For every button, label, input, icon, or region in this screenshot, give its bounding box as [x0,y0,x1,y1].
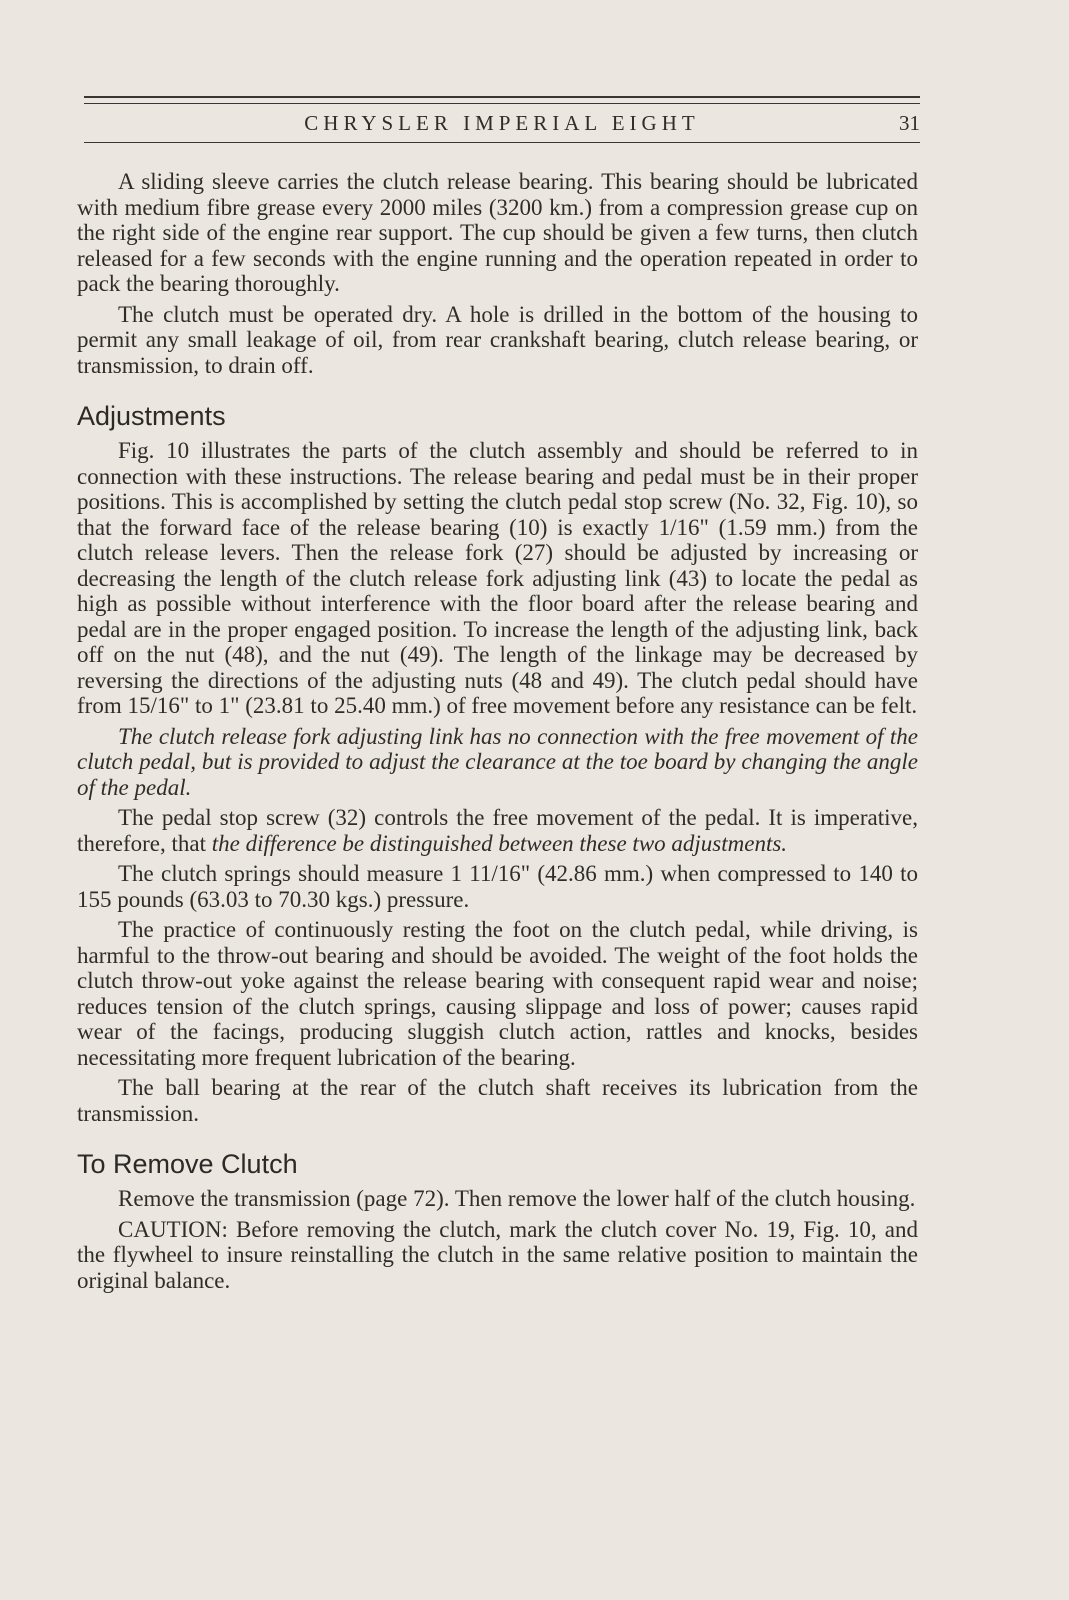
pedal-stop-text: The pedal stop screw (32) controls the free movement of the pedal. It is imperative, therefore, that [77,805,918,856]
header-rule-top [84,96,920,98]
page-number: 31 [899,111,920,135]
paragraph-ball-bearing: The ball bearing at the rear of the clutch shaft receives its lubrication from the transmission. [77,1075,918,1126]
paragraph-adjustment-procedure: Fig. 10 illustrates the parts of the clutch assembly and should be referred to in connection with these instructions. The release bearing and pedal must be in their proper positions. This is accomplished by setting the clutch pedal stop screw (No. 32, Fig. 10), so that the forward face of the release bearing (10) is exactly 1/16" (1.59 mm.) from the clutch release levers. Then the release fork (27) should be adjusted by increasing or decreasing the length of the clutch release fork adjusting link (43) to locate the pedal as high as possible without interference with the floor board after the release bearing and pedal are in the proper engaged position. To increase the length of the adjusting link, back off on the nut (48), and the nut (49). The length of the linkage may be decreased by reversing the directions of the adjusting nuts (48 and 49). The clutch pedal should have from 15/16" to 1" (23.81 to 25.40 mm.) of free movement before any resistance can be felt. [77,438,918,718]
paragraph-pedal-stop-screw [77,805,918,856]
heading-remove-clutch: To Remove Clutch [77,1149,298,1179]
running-title: CHRYSLER IMPERIAL EIGHT [304,111,700,135]
heading-adjustments: Adjustments [77,401,226,431]
paragraph-remove-transmission: Remove the transmission (page 72). Then remove the lower half of the clutch housing. [118,1186,916,1211]
paragraph-caution: CAUTION: Before removing the clutch, mark the clutch cover No. 19, Fig. 10, and the flywheel to insure reinstalling the clutch in the same relative position to maintain the original balance. [77,1216,918,1293]
header-rule-bottom [84,142,920,143]
paragraph-resting-foot: The practice of continuously resting the foot on the clutch pedal, while driving, is harmful to the throw-out bearing and should be avoided. The weight of the foot holds the clutch throw-out yoke against the release bearing with consequent rapid wear and noise; reduces tension of the clutch springs, causing slippage and loss of power; causes rapid wear of the facings, producing sluggish clutch action, rattles and knocks, besides necessitating more frequent lubrication of the bearing. [77,917,918,1070]
paragraph-clutch-springs: The clutch springs should measure 1 11/16" (42.86 mm.) when compressed to 140 to 155 pounds (63.03 to 70.30 kgs.) pressure. [77,861,918,912]
running-header [84,96,920,144]
body-text [77,169,918,1298]
header-rule-top-thin [84,103,920,104]
paragraph-operated-dry: The clutch must be operated dry. A hole is drilled in the bottom of the housing to permit any small leakage of oil, from rear crankshaft bearing, clutch release bearing, or transmission, to drain off. [77,301,918,378]
paragraph-bearing-lubrication: A sliding sleeve carries the clutch release bearing. This bearing should be lubricated with medium fibre grease every 2000 miles (3200 km.) from a compression grease cup on the right side of the engine rear support. The cup should be given a few turns, then clutch released for a few seconds with the engine running and the operation repeated in order to pack the bearing thoroughly. [77,169,918,296]
paragraph-adjusting-link-note: The clutch release fork adjusting link has no connection with the free movement of the clutch pedal, but is provided to adjust the clearance at the toe board by changing the angle of the pedal. [77,723,918,800]
pedal-stop-emphasis: the difference be distinguished between these two adjustments. [211,830,788,856]
